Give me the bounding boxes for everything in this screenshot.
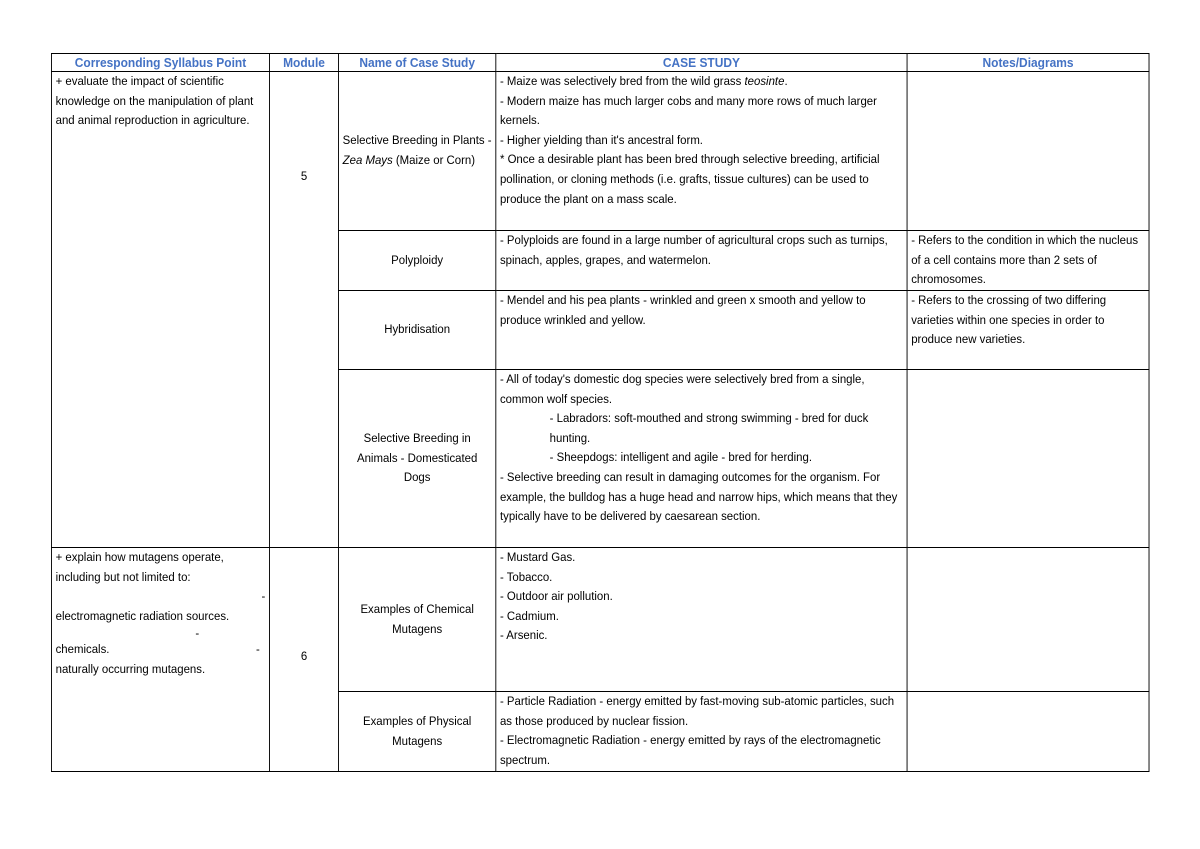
case-name-cell: Selective Breeding in Animals - Domesticated Dogs (339, 370, 496, 548)
syllabus-point-text (56, 640, 266, 660)
case-line: - Tobacco. (499, 569, 553, 584)
case-study-cell (496, 548, 907, 692)
case-name-cell: Examples of Physical Mutagens (339, 692, 496, 772)
document-page (51, 53, 1149, 772)
case-line: - Modern maize has much larger cobs and many more rows of much larger kernels. (499, 93, 877, 128)
notes-cell (907, 548, 1149, 692)
syllabus-point-text: naturally occurring mutagens. (55, 661, 206, 676)
module-cell (270, 72, 339, 548)
syllabus-point-text: + evaluate the impact of scientific knowledge on the manipulation of plant and animal reproduction in agriculture. (55, 74, 254, 128)
header-name: Name of Case Study (339, 54, 496, 72)
case-text: - Maize was selectively bred from the wild grass (499, 74, 745, 88)
case-line (500, 72, 903, 92)
syllabus-point-text: + explain how mutagens operate, including but not limited to: (55, 550, 224, 584)
table-row (51, 72, 1149, 231)
case-line: - Cadmium. (499, 608, 559, 623)
case-study-table (51, 53, 1149, 772)
syllabus-point-cell (51, 548, 269, 772)
case-line: - Arsenic. (499, 628, 548, 643)
header-notes: Notes/Diagrams (907, 54, 1149, 72)
module-number: 6 (300, 649, 308, 663)
notes-cell (907, 72, 1149, 231)
case-name-cell: Examples of Chemical Mutagens (339, 548, 496, 692)
case-text: . (784, 74, 788, 88)
case-text-italic: teosinte (744, 74, 785, 88)
case-name-species: Zea Mays (342, 153, 393, 167)
syllabus-dash: - (195, 626, 200, 641)
case-study-cell: - Polyploids are found in a large number of agricultural crops such as turnips, spinach, apples, grapes, and watermelon. (496, 231, 907, 291)
header-row (51, 54, 1149, 72)
case-line: - Higher yielding than it's ancestral form. (499, 132, 703, 147)
module-cell (270, 548, 339, 772)
table-row (51, 548, 1149, 692)
notes-cell: - Refers to the crossing of two differing varieties within one species in order to produce new varieties. (907, 291, 1149, 370)
case-study-cell (496, 72, 907, 231)
case-line: - Outdoor air pollution. (499, 589, 613, 604)
case-name-cell: Hybridisation (339, 291, 496, 370)
case-name (343, 133, 492, 167)
module-number: 5 (300, 169, 308, 183)
case-line-indented: - Labradors: soft-mouthed and strong swimming - bred for duck hunting. (549, 411, 869, 445)
syllabus-point-text: chemicals. (55, 642, 110, 657)
case-study-cell: - Mendel and his pea plants - wrinkled and green x smooth and yellow to produce wrinkled and yellow. (496, 291, 907, 370)
header-module: Module (270, 54, 339, 72)
notes-cell (907, 692, 1149, 772)
case-name-part: Selective Breeding in Plants - (342, 133, 492, 148)
case-line: - Mustard Gas. (499, 550, 576, 564)
header-syllabus: Corresponding Syllabus Point (51, 54, 269, 72)
case-study-cell (496, 370, 907, 548)
notes-cell: - Refers to the condition in which the nucleus of a cell contains more than 2 sets of chromosomes. (907, 231, 1149, 291)
case-line: * Once a desirable plant has been bred through selective breeding, artificial pollination, or cloning methods (i.e. grafts, tissue cultures) can be used to produce the plant on a mass scale. (499, 152, 880, 206)
case-name-cell (339, 72, 496, 231)
header-case-study: CASE STUDY (496, 54, 907, 72)
case-name-cell: Polyploidy (339, 231, 496, 291)
notes-cell (907, 370, 1149, 548)
case-line: - All of today's domestic dog species were selectively bred from a single, common wolf species. (499, 372, 865, 406)
case-line-indented: - Sheepdogs: intelligent and agile - bred for herding. (549, 450, 813, 465)
case-name-part: (Maize or Corn) (392, 153, 476, 167)
case-line: - Particle Radiation - energy emitted by fast-moving sub-atomic particles, such as those produced by nuclear fission. (499, 694, 895, 728)
case-study-cell (496, 692, 907, 772)
syllabus-point-cell (51, 72, 269, 548)
syllabus-dash: - (261, 589, 266, 604)
case-line: - Electromagnetic Radiation - energy emitted by rays of the electromagnetic spectrum. (499, 733, 881, 767)
case-line: - Selective breeding can result in damaging outcomes for the organism. For example, the bulldog has a huge head and narrow hips, which means that they typically have to be delivered by caesarean section. (499, 469, 898, 524)
syllabus-point-text: electromagnetic radiation sources. (55, 608, 230, 623)
syllabus-dash: - (256, 642, 260, 657)
